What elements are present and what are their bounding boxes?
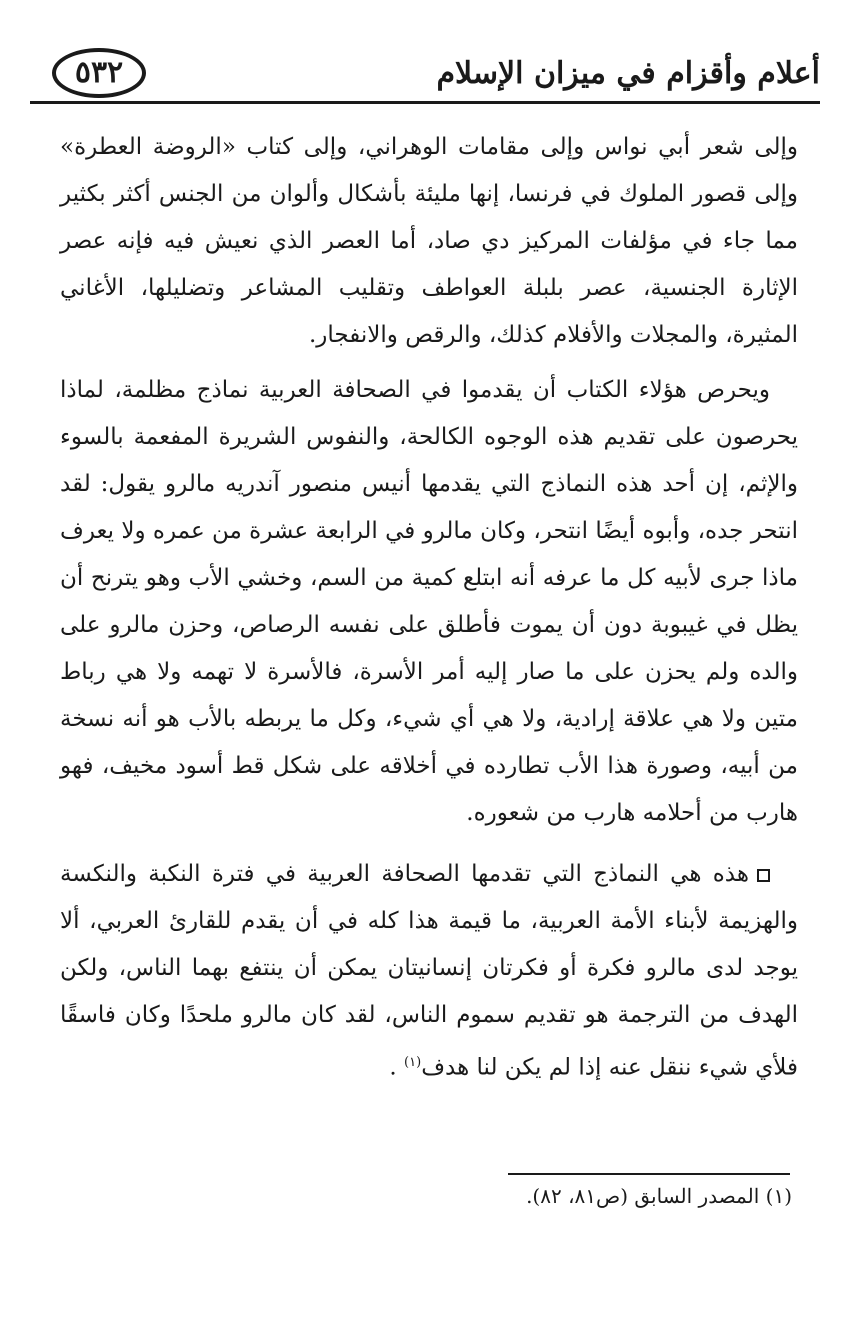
footnote-divider (508, 1173, 790, 1175)
paragraph-conclusion-text: هذه هي النماذج التي تقدمها الصحافة العربية في فترة النكبة والنكسة والهزيمة لأبناء الأمة العربية، ما قيمة هذا كله في أن يقدم للقارئ العربي، ألا يوجد لدى مالرو فكرة أو فكرتان إنسانيتان يمكن أن ينتفع بهما الناس، ولكن الهدف من الترجمة هو تقديم سموم الناس، لقد كان مالرو ملحدًا وكان فاسقًا فلأي شيء ننقل عنه إذا لم يكن لنا هدف (60, 861, 798, 1081)
footnote: (١) المصدر السابق (ص٨١، ٨٢). (526, 1184, 792, 1208)
page-number-badge (52, 48, 146, 98)
body-text (60, 124, 798, 1092)
paragraph-conclusion-end: . (389, 1054, 405, 1081)
footnote-reference: (١) (404, 1055, 422, 1070)
running-title: أعلام وأقزام في ميزان الإسلام (436, 56, 820, 91)
page-number: ٥٣٢ (74, 55, 124, 90)
page-header (30, 48, 820, 108)
paragraph-conclusion (60, 851, 798, 1092)
paragraph-continuation: وإلى شعر أبي نواس وإلى مقامات الوهراني، وإلى كتاب «الروضة العطرة» وإلى قصور الملوك في فرنسا، إنها مليئة بأشكال وألوان من الجنس أكثر بكثير مما جاء في مؤلفات المركيز دي صاد، أما العصر الذي نعيش فيه فإنه عصر الإثارة الجنسية، عصر بلبلة العواطف وتقليب المشاعر وتضليلها، الأغاني المثيرة، والمجلات والأفلام كذلك، والرقص والانفجار. (60, 134, 798, 348)
header-divider (30, 101, 820, 104)
square-bullet-icon (757, 869, 770, 882)
paragraph-malraux: ويحرص هؤلاء الكتاب أن يقدموا في الصحافة العربية نماذج مظلمة، لماذا يحرصون على تقديم هذه الوجوه الكالحة، والنفوس الشريرة المفعمة بالسوء والإثم، إن أحد هذه النماذج التي يقدمها أنيس منصور آندريه مالرو يقول: لقد انتحر جده، وأبوه أيضًا انتحر، وكان مالرو في الرابعة عشرة من عمره ولا يعرف ماذا جرى لأبيه كل ما عرفه أنه ابتلع كمية من السم، وخشي الأب وهو يترنح أن يظل في غيبوبة دون أن يموت فأطلق على نفسه الرصاص، وحزن مالرو على والده ولم يحزن على ما صار إليه أمر الأسرة، فالأسرة لا تهمه ولا هي رباط متين ولا هي علاقة إرادية، ولا هي أي شيء، وكل ما يربطه بالأب هو أنه نسخة من أبيه، وصورة هذا الأب تطارده في أخلاقه على شكل قط أسود مخيف، فهو هارب من أحلامه هارب من شعوره. (60, 377, 798, 826)
